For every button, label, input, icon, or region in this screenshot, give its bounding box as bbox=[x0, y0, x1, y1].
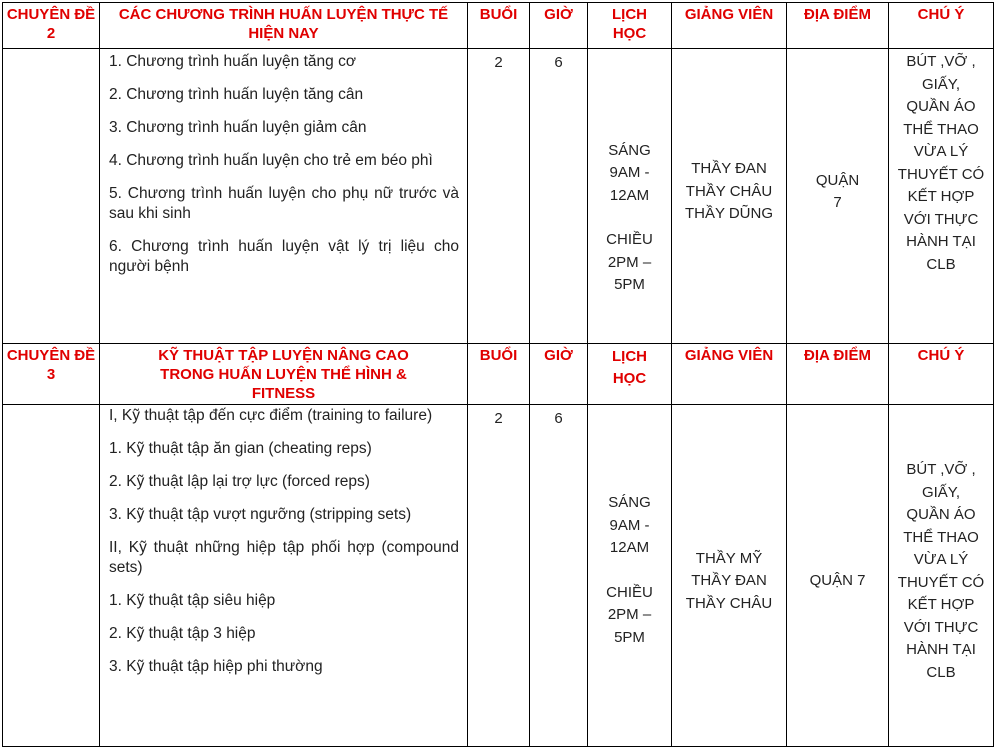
section2-buoi-header: BUỔI bbox=[468, 3, 530, 49]
section2-lich-hoc-header: LỊCH HỌC bbox=[588, 3, 672, 49]
section3-empty-cell bbox=[3, 405, 100, 747]
list-item: 3. Chương trình huấn luyện giảm cân bbox=[109, 119, 367, 136]
section2-program-list bbox=[100, 49, 468, 344]
section3-giang-vien-header: GIẢNG VIÊN bbox=[672, 344, 787, 405]
list-item: 6. Chương trình huấn luyện vật lý trị liệu cho người bệnh bbox=[109, 238, 459, 275]
list-item: 2. Kỹ thuật tập 3 hiệp bbox=[109, 625, 256, 642]
list-item: 5. Chương trình huấn luyện cho phụ nữ trước và sau khi sinh bbox=[109, 185, 459, 222]
list-item: 1. Kỹ thuật tập siêu hiệp bbox=[109, 592, 276, 609]
section3-buoi-header: BUỔI bbox=[468, 344, 530, 405]
list-item: 1. Kỹ thuật tập ăn gian (cheating reps) bbox=[109, 440, 372, 457]
list-item: 4. Chương trình huấn luyện cho trẻ em béo phì bbox=[109, 152, 433, 169]
section3-header-row bbox=[3, 344, 994, 405]
section2-title-header: CÁC CHƯƠNG TRÌNH HUẤN LUYỆN THỰC TẾ HIỆN NAY bbox=[100, 3, 468, 49]
section2-buoi-value: 2 bbox=[468, 49, 530, 344]
list-item: I, Kỹ thuật tập đến cực điểm (training to failure) bbox=[109, 407, 433, 424]
section3-body-row bbox=[3, 405, 994, 747]
list-item: 3. Kỹ thuật tập vượt ngưỡng (stripping sets) bbox=[109, 506, 412, 523]
list-item: 2. Kỹ thuật lập lại trợ lực (forced reps) bbox=[109, 473, 370, 490]
section2-chuyen-de-header: CHUYÊN ĐỀ 2 bbox=[3, 3, 100, 49]
section3-gio-header: GIỜ bbox=[530, 344, 588, 405]
section2-chu-y-header: CHÚ Ý bbox=[889, 3, 994, 49]
section2-location: QUẬN 7 bbox=[787, 49, 889, 344]
section2-header-row bbox=[3, 3, 994, 49]
section2-gio-value: 6 bbox=[530, 49, 588, 344]
section2-dia-diem-header: ĐỊA ĐIỂM bbox=[787, 3, 889, 49]
section3-instructors: THẦY MỸ THẦY ĐAN THẦY CHÂU bbox=[672, 405, 787, 747]
section3-title-header: KỸ THUẬT TẬP LUYỆN NÂNG CAO TRONG HUẤN LUYỆN THỂ HÌNH & FITNESS bbox=[100, 344, 468, 405]
section2-empty-cell bbox=[3, 49, 100, 344]
list-item: 2. Chương trình huấn luyện tăng cân bbox=[109, 86, 364, 103]
section2-giang-vien-header: GIẢNG VIÊN bbox=[672, 3, 787, 49]
section3-dia-diem-header: ĐỊA ĐIỂM bbox=[787, 344, 889, 405]
section3-chuyen-de-header: CHUYÊN ĐỀ 3 bbox=[3, 344, 100, 405]
section3-technique-list bbox=[100, 405, 468, 747]
list-item: 1. Chương trình huấn luyện tăng cơ bbox=[109, 53, 356, 70]
section3-note: BÚT ,VỠ , GIẤY, QUẦN ÁO THỂ THAO VỪA LÝ THUYẾT CÓ KẾT HỢP VỚI THỰC HÀNH TẠI CLB bbox=[889, 405, 994, 747]
section3-gio-value: 6 bbox=[530, 405, 588, 747]
course-schedule-table bbox=[2, 2, 994, 747]
section2-note: BÚT ,VỠ , GIẤY, QUẦN ÁO THỂ THAO VỪA LÝ THUYẾT CÓ KẾT HỢP VỚI THỰC HÀNH TẠI CLB bbox=[889, 49, 994, 344]
section2-schedule: SÁNG 9AM - 12AM CHIỀU 2PM – 5PM bbox=[588, 49, 672, 344]
section3-location: QUẬN 7 bbox=[787, 405, 889, 747]
section3-buoi-value: 2 bbox=[468, 405, 530, 747]
list-item: II, Kỹ thuật những hiệp tập phối hợp (compound sets) bbox=[109, 539, 459, 576]
section3-chu-y-header: CHÚ Ý bbox=[889, 344, 994, 405]
section2-body-row bbox=[3, 49, 994, 344]
section2-gio-header: GIỜ bbox=[530, 3, 588, 49]
section3-lich-hoc-header: LỊCH HỌC bbox=[588, 344, 672, 405]
list-item: 3. Kỹ thuật tập hiệp phi thường bbox=[109, 658, 323, 675]
section2-instructors: THẦY ĐAN THẦY CHÂU THẦY DŨNG bbox=[672, 49, 787, 344]
section3-schedule: SÁNG 9AM - 12AM CHIỀU 2PM – 5PM bbox=[588, 405, 672, 747]
